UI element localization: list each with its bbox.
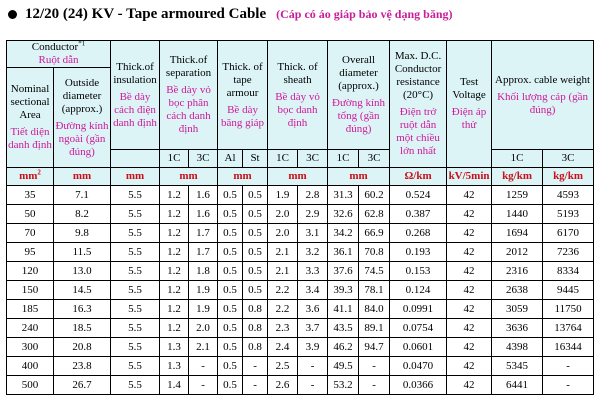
table-cell: 62.8 xyxy=(359,205,390,224)
title-main: 12/20 (24) KV - Tape armoured Cable xyxy=(25,5,267,22)
header-conductor: Conductor$^{*1}$ Ruột dẫn xyxy=(7,41,111,68)
table-cell: 300 xyxy=(7,338,54,357)
table-cell: 3636 xyxy=(492,319,543,338)
header-separation: Thick.of separation Bề dày vỏ bọc phân cách danh định xyxy=(160,41,218,150)
header-sheath-3c: 3C xyxy=(298,150,328,168)
table-row xyxy=(7,281,594,300)
table-cell: 240 xyxy=(7,319,54,338)
table-cell: 3.3 xyxy=(298,262,328,281)
unit-overall: mm xyxy=(328,168,390,186)
table-cell: 2638 xyxy=(492,281,543,300)
table-cell: 37.6 xyxy=(328,262,359,281)
table-cell: 0.5 xyxy=(243,243,268,262)
table-cell: 185 xyxy=(7,300,54,319)
table-cell: 0.5 xyxy=(243,205,268,224)
table-cell: 2.4 xyxy=(268,338,298,357)
table-cell: 400 xyxy=(7,357,54,376)
table-cell: 16344 xyxy=(543,338,594,357)
title-subtitle: (Cáp có áo giáp bảo vệ dạng băng) xyxy=(276,6,453,21)
table-cell: 1.6 xyxy=(189,205,218,224)
header-sheath-1c: 1C xyxy=(268,150,298,168)
table-cell: 1.2 xyxy=(160,300,189,319)
table-cell: 0.153 xyxy=(390,262,447,281)
table-cell: 1.2 xyxy=(160,281,189,300)
table-cell: 8.2 xyxy=(54,205,111,224)
table-cell: 2.6 xyxy=(268,376,298,395)
table-cell: 0.5 xyxy=(243,224,268,243)
table-cell: 42 xyxy=(447,224,492,243)
header-insulation: Thick.of insulation Bề dày cách điện danh định xyxy=(111,41,160,150)
table-cell: 0.5 xyxy=(218,338,243,357)
table-header xyxy=(7,41,594,186)
table-row xyxy=(7,224,594,243)
header-tape-al: Al xyxy=(218,150,243,168)
header-test-voltage: Test Voltage Điện áp thử xyxy=(447,41,492,168)
table-cell: 0.8 xyxy=(243,300,268,319)
table-cell: - xyxy=(243,376,268,395)
table-cell: 5.5 xyxy=(111,224,160,243)
table-cell: 0.0366 xyxy=(390,376,447,395)
unit-voltage: kV/5min xyxy=(447,168,492,186)
table-cell: 0.524 xyxy=(390,186,447,205)
table-cell: 120 xyxy=(7,262,54,281)
table-cell: - xyxy=(359,357,390,376)
table-cell: 1.3 xyxy=(160,357,189,376)
table-cell: 0.5 xyxy=(218,262,243,281)
table-cell: 41.1 xyxy=(328,300,359,319)
table-cell: 4398 xyxy=(492,338,543,357)
table-cell: 39.3 xyxy=(328,281,359,300)
table-cell: 1.9 xyxy=(189,281,218,300)
table-cell: 53.2 xyxy=(328,376,359,395)
table-cell: 0.193 xyxy=(390,243,447,262)
table-cell: 11750 xyxy=(543,300,594,319)
table-cell: 49.5 xyxy=(328,357,359,376)
table-cell: 2.3 xyxy=(268,319,298,338)
table-cell: 2316 xyxy=(492,262,543,281)
table-cell: 8334 xyxy=(543,262,594,281)
table-cell: 7236 xyxy=(543,243,594,262)
table-cell: 43.5 xyxy=(328,319,359,338)
table-cell: 1440 xyxy=(492,205,543,224)
table-cell: 2.2 xyxy=(268,281,298,300)
unit-sheath: mm xyxy=(268,168,328,186)
table-cell: - xyxy=(298,376,328,395)
table-cell: 46.2 xyxy=(328,338,359,357)
table-cell: 13.0 xyxy=(54,262,111,281)
table-cell: 1.2 xyxy=(160,319,189,338)
table-cell: 500 xyxy=(7,376,54,395)
table-cell: 1694 xyxy=(492,224,543,243)
table-cell: 150 xyxy=(7,281,54,300)
table-cell: 2.9 xyxy=(298,205,328,224)
table-cell: 5.5 xyxy=(111,319,160,338)
table-cell: 0.5 xyxy=(218,243,243,262)
header-overall-3c: 3C xyxy=(359,150,390,168)
table-cell: 0.8 xyxy=(243,319,268,338)
table-cell: 0.0991 xyxy=(390,300,447,319)
table-cell: 5.5 xyxy=(111,338,160,357)
table-cell: 13764 xyxy=(543,319,594,338)
table-cell: 66.9 xyxy=(359,224,390,243)
table-cell: 50 xyxy=(7,205,54,224)
table-cell: 89.1 xyxy=(359,319,390,338)
header-nominal-area: Nominal sectional Area Tiết diện danh định xyxy=(7,68,54,168)
table-cell: 5193 xyxy=(543,205,594,224)
table-cell: 60.2 xyxy=(359,186,390,205)
table-cell: 34.2 xyxy=(328,224,359,243)
table-cell: 5.5 xyxy=(111,376,160,395)
table-cell: 31.3 xyxy=(328,186,359,205)
header-separation-3c: 3C xyxy=(189,150,218,168)
header-separation-1c: 1C xyxy=(160,150,189,168)
header-tape-st: St xyxy=(243,150,268,168)
table-cell: 70.8 xyxy=(359,243,390,262)
table-cell: 36.1 xyxy=(328,243,359,262)
table-cell: 0.0470 xyxy=(390,357,447,376)
table-cell: 0.5 xyxy=(243,281,268,300)
table-cell: 6441 xyxy=(492,376,543,395)
table-cell: 42 xyxy=(447,319,492,338)
unit-insulation: mm xyxy=(111,168,160,186)
table-cell: 42 xyxy=(447,186,492,205)
table-cell: 2.0 xyxy=(189,319,218,338)
unit-diameter: mm xyxy=(54,168,111,186)
table-cell: 1.4 xyxy=(160,376,189,395)
table-cell: 5.5 xyxy=(111,262,160,281)
table-cell: 7.1 xyxy=(54,186,111,205)
page-title xyxy=(8,3,453,25)
table-cell: 42 xyxy=(447,281,492,300)
table-cell: 5.5 xyxy=(111,205,160,224)
table-cell: 0.5 xyxy=(218,205,243,224)
header-weight: Approx. cable weight Khối lượng cáp (gần đúng) xyxy=(492,41,594,150)
header-weight-1c: 1C xyxy=(492,150,543,168)
table-cell: 1.6 xyxy=(189,186,218,205)
table-cell: 3.7 xyxy=(298,319,328,338)
table-cell: 1.9 xyxy=(268,186,298,205)
table-cell: - xyxy=(189,376,218,395)
table-cell: 0.5 xyxy=(218,300,243,319)
table-cell: 95 xyxy=(7,243,54,262)
table-cell: 0.387 xyxy=(390,205,447,224)
header-resistance: Max. D.C. Conductor resistance (20°C) Điện trở ruột dẫn một chiều lớn nhất xyxy=(390,41,447,168)
unit-area: $mm^2$ xyxy=(7,168,54,186)
table-cell: 74.5 xyxy=(359,262,390,281)
table-cell: 1.3 xyxy=(160,338,189,357)
table-cell: - xyxy=(243,357,268,376)
table-cell: - xyxy=(543,376,594,395)
table-cell: 0.5 xyxy=(243,186,268,205)
table-cell: 42 xyxy=(447,300,492,319)
table-cell: 2.8 xyxy=(298,186,328,205)
table-cell: - xyxy=(189,357,218,376)
table-cell: 3.2 xyxy=(298,243,328,262)
table-cell: 3.1 xyxy=(298,224,328,243)
table-cell: 0.5 xyxy=(218,224,243,243)
table-cell: 5.5 xyxy=(111,281,160,300)
table-row xyxy=(7,205,594,224)
table-cell: 32.6 xyxy=(328,205,359,224)
table-cell: 1.2 xyxy=(160,205,189,224)
table-cell: 26.7 xyxy=(54,376,111,395)
table-cell: - xyxy=(298,357,328,376)
table-cell: 23.8 xyxy=(54,357,111,376)
unit-weight-1c: kg/km xyxy=(492,168,543,186)
table-row xyxy=(7,357,594,376)
table-cell: 0.5 xyxy=(218,186,243,205)
table-cell: 0.5 xyxy=(218,376,243,395)
table-cell: 14.5 xyxy=(54,281,111,300)
header-overall-1c: 1C xyxy=(328,150,359,168)
table-cell: 1.9 xyxy=(189,300,218,319)
table-cell: 1.2 xyxy=(160,224,189,243)
table-cell: 1.8 xyxy=(189,262,218,281)
table-cell: 2012 xyxy=(492,243,543,262)
table-cell: 0.124 xyxy=(390,281,447,300)
table-cell: 11.5 xyxy=(54,243,111,262)
table-cell: 1.7 xyxy=(189,224,218,243)
cable-spec-table xyxy=(6,40,594,395)
table-cell: 5.5 xyxy=(111,243,160,262)
header-insulation-blank xyxy=(111,150,160,168)
table-cell: 42 xyxy=(447,262,492,281)
table-cell: 0.0754 xyxy=(390,319,447,338)
table-cell: 3.6 xyxy=(298,300,328,319)
table-cell: 6170 xyxy=(543,224,594,243)
table-cell: 0.5 xyxy=(218,357,243,376)
table-row xyxy=(7,243,594,262)
table-cell: 42 xyxy=(447,357,492,376)
bullet-icon xyxy=(8,10,17,19)
table-cell: 16.3 xyxy=(54,300,111,319)
table-cell: 3.4 xyxy=(298,281,328,300)
table-cell: 0.8 xyxy=(243,338,268,357)
table-cell: 9445 xyxy=(543,281,594,300)
table-row xyxy=(7,319,594,338)
table-cell: 1.2 xyxy=(160,186,189,205)
table-row xyxy=(7,300,594,319)
table-body xyxy=(7,186,594,395)
table-cell: 5.5 xyxy=(111,357,160,376)
table-cell: 94.7 xyxy=(359,338,390,357)
table-cell: 20.8 xyxy=(54,338,111,357)
table-cell: 0.0601 xyxy=(390,338,447,357)
table-cell: 2.1 xyxy=(268,262,298,281)
table-cell: 78.1 xyxy=(359,281,390,300)
table-cell: 4593 xyxy=(543,186,594,205)
table-cell: - xyxy=(359,376,390,395)
unit-separation: mm xyxy=(160,168,218,186)
table-cell: 9.8 xyxy=(54,224,111,243)
table-cell: 1.7 xyxy=(189,243,218,262)
table-cell: 5.5 xyxy=(111,186,160,205)
table-cell: 2.5 xyxy=(268,357,298,376)
table-cell: 0.5 xyxy=(243,262,268,281)
table-cell: 42 xyxy=(447,243,492,262)
units-row xyxy=(7,168,594,186)
table-cell: 0.268 xyxy=(390,224,447,243)
table-cell: 2.2 xyxy=(268,300,298,319)
table-cell: 0.5 xyxy=(218,319,243,338)
table-cell: 2.0 xyxy=(268,224,298,243)
unit-resistance: Ω/km xyxy=(390,168,447,186)
table-cell: 35 xyxy=(7,186,54,205)
table-cell: 42 xyxy=(447,205,492,224)
table-cell: 0.5 xyxy=(218,281,243,300)
table-row xyxy=(7,262,594,281)
header-weight-3c: 3C xyxy=(543,150,594,168)
table-cell: 2.0 xyxy=(268,205,298,224)
table-cell: 42 xyxy=(447,376,492,395)
table-row xyxy=(7,338,594,357)
unit-weight-3c: kg/km xyxy=(543,168,594,186)
header-sheath: Thick. of sheath Bề dày vỏ bọc danh định xyxy=(268,41,328,150)
table-cell: 1.2 xyxy=(160,243,189,262)
table-row xyxy=(7,376,594,395)
table-cell: 42 xyxy=(447,338,492,357)
table-cell: 70 xyxy=(7,224,54,243)
table-cell: 5345 xyxy=(492,357,543,376)
unit-tape: mm xyxy=(218,168,268,186)
table-cell: 18.5 xyxy=(54,319,111,338)
table-cell: - xyxy=(543,357,594,376)
table-cell: 5.5 xyxy=(111,300,160,319)
table-cell: 1259 xyxy=(492,186,543,205)
table-row xyxy=(7,186,594,205)
table-cell: 84.0 xyxy=(359,300,390,319)
header-tape-armour: Thick. of tape armour Bề dày băng giáp xyxy=(218,41,268,150)
header-outside-diameter: Outside diameter (approx.) Đường kính ngoài (gần đúng) xyxy=(54,68,111,168)
table-cell: 2.1 xyxy=(268,243,298,262)
table-cell: 3.9 xyxy=(298,338,328,357)
table-cell: 2.1 xyxy=(189,338,218,357)
header-overall-diameter: Overall diameter (approx.) Đường kính tổng (gần đúng) xyxy=(328,41,390,150)
table-cell: 1.2 xyxy=(160,262,189,281)
table-cell: 3059 xyxy=(492,300,543,319)
